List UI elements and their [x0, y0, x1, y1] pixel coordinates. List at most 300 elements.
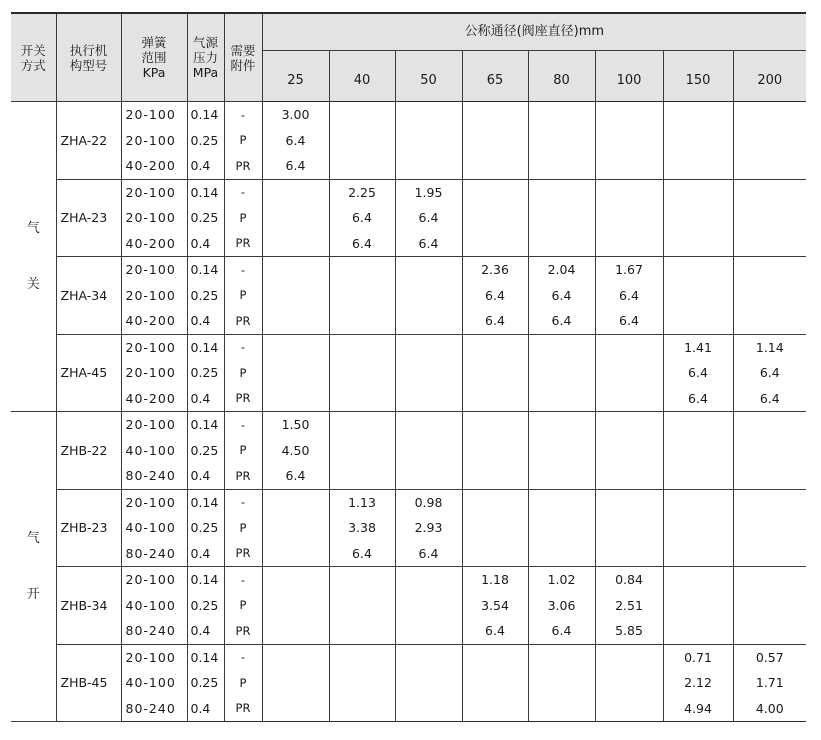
value-cell [663, 231, 733, 257]
value-cell: 6.4 [528, 618, 595, 644]
value-cell [262, 334, 329, 360]
spring-range-cell: 40-200 [121, 308, 187, 334]
accessory-cell: PR [224, 541, 262, 567]
value-cell [395, 334, 462, 360]
value-cell [462, 179, 528, 205]
value-cell [462, 463, 528, 489]
value-cell [595, 128, 663, 154]
switch-mode-cell [11, 102, 56, 412]
value-cell [462, 360, 528, 386]
value-cell [395, 463, 462, 489]
value-cell [663, 205, 733, 231]
value-cell [395, 412, 462, 438]
accessory-cell: P [224, 360, 262, 386]
value-cell [329, 386, 395, 412]
air-pressure-cell: 0.25 [187, 438, 224, 464]
value-cell [733, 618, 806, 644]
value-cell: 2.36 [462, 257, 528, 283]
accessory-cell: P [224, 438, 262, 464]
header-actuator-model [56, 13, 121, 102]
value-cell: 6.4 [262, 153, 329, 179]
value-cell: 6.4 [595, 308, 663, 334]
value-cell [395, 618, 462, 644]
accessory-cell: - [224, 102, 262, 128]
accessory-cell: P [224, 593, 262, 619]
header-accessories-line: 需要 [230, 42, 256, 58]
value-cell: 1.02 [528, 567, 595, 593]
value-cell: 1.41 [663, 334, 733, 360]
value-cell [395, 360, 462, 386]
value-cell: 1.14 [733, 334, 806, 360]
value-cell [528, 515, 595, 541]
value-cell: 6.4 [395, 231, 462, 257]
value-cell [329, 283, 395, 309]
accessory-cell: PR [224, 618, 262, 644]
actuator-model-cell: ZHB-45 [56, 644, 121, 722]
value-cell [733, 102, 806, 128]
value-cell [262, 515, 329, 541]
value-cell [595, 153, 663, 179]
value-cell [462, 334, 528, 360]
header-air-pressure-line: 气源 [192, 35, 218, 50]
air-pressure-cell: 0.14 [187, 179, 224, 205]
air-pressure-cell: 0.14 [187, 412, 224, 438]
air-pressure-cell: 0.4 [187, 308, 224, 334]
value-cell [663, 438, 733, 464]
spring-range-cell: 20-100 [121, 128, 187, 154]
value-cell [528, 360, 595, 386]
air-pressure-cell: 0.14 [187, 334, 224, 360]
value-cell [733, 412, 806, 438]
value-cell [595, 231, 663, 257]
value-cell [329, 567, 395, 593]
table-row [11, 283, 806, 309]
switch-mode-char: 开 [26, 586, 40, 602]
value-cell [663, 463, 733, 489]
spring-range-cell: 20-100 [121, 205, 187, 231]
value-cell [733, 153, 806, 179]
header-actuator-model-line: 执行机 [69, 42, 108, 58]
header-air-pressure [187, 13, 224, 102]
air-pressure-cell: 0.25 [187, 283, 224, 309]
value-cell: 6.4 [733, 386, 806, 412]
value-cell [395, 283, 462, 309]
value-cell: 3.06 [528, 593, 595, 619]
switch-mode-char: 关 [26, 276, 40, 292]
table-row [11, 567, 806, 593]
air-pressure-cell: 0.4 [187, 386, 224, 412]
air-pressure-cell: 0.25 [187, 515, 224, 541]
spring-range-cell: 20-100 [121, 644, 187, 670]
value-cell [395, 153, 462, 179]
value-cell [329, 670, 395, 696]
header-size-200: 200 [733, 51, 806, 102]
spring-range-cell: 20-100 [121, 489, 187, 515]
value-cell [595, 670, 663, 696]
accessory-cell: - [224, 644, 262, 670]
value-cell [595, 696, 663, 722]
header-size-150: 150 [663, 51, 733, 102]
header-switch-mode [11, 13, 56, 102]
accessory-cell: PR [224, 308, 262, 334]
value-cell [663, 128, 733, 154]
actuator-model-cell: ZHA-34 [56, 257, 121, 335]
value-cell [595, 179, 663, 205]
value-cell [663, 283, 733, 309]
value-cell: 6.4 [329, 231, 395, 257]
table-row [11, 334, 806, 360]
value-cell: 1.13 [329, 489, 395, 515]
value-cell [595, 102, 663, 128]
spring-range-cell: 40-100 [121, 515, 187, 541]
value-cell [395, 308, 462, 334]
value-cell: 1.50 [262, 412, 329, 438]
value-cell [528, 386, 595, 412]
value-cell [329, 153, 395, 179]
value-cell [733, 438, 806, 464]
value-cell: 2.51 [595, 593, 663, 619]
accessory-cell: P [224, 283, 262, 309]
value-cell [528, 205, 595, 231]
spring-range-cell: 40-200 [121, 153, 187, 179]
value-cell [733, 128, 806, 154]
value-cell [595, 334, 663, 360]
table-row [11, 618, 806, 644]
value-cell [663, 567, 733, 593]
value-cell [733, 463, 806, 489]
value-cell [462, 102, 528, 128]
value-cell [663, 308, 733, 334]
table-row [11, 438, 806, 464]
spring-range-cell: 40-100 [121, 670, 187, 696]
accessory-cell: - [224, 257, 262, 283]
value-cell: 4.94 [663, 696, 733, 722]
header-size-65: 65 [462, 51, 528, 102]
value-cell [262, 618, 329, 644]
air-pressure-cell: 0.4 [187, 153, 224, 179]
table-row [11, 308, 806, 334]
value-cell [395, 567, 462, 593]
spring-range-cell: 40-200 [121, 386, 187, 412]
accessory-cell: - [224, 412, 262, 438]
spring-range-cell: 20-100 [121, 257, 187, 283]
value-cell [528, 670, 595, 696]
value-cell: 4.50 [262, 438, 329, 464]
value-cell [733, 489, 806, 515]
value-cell: 6.4 [595, 283, 663, 309]
value-cell: 6.4 [329, 205, 395, 231]
accessory-cell: PR [224, 231, 262, 257]
header-switch-mode-line: 开关 [20, 42, 46, 58]
value-cell [462, 153, 528, 179]
header-nominal-diameter: 公称通径(阀座直径)mm [262, 13, 806, 51]
air-pressure-cell: 0.4 [187, 696, 224, 722]
value-cell [462, 489, 528, 515]
value-cell [733, 257, 806, 283]
spring-range-cell: 80-240 [121, 463, 187, 489]
actuator-model-cell: ZHA-23 [56, 179, 121, 257]
accessory-cell: - [224, 489, 262, 515]
value-cell [395, 102, 462, 128]
value-cell [733, 179, 806, 205]
value-cell: 0.98 [395, 489, 462, 515]
spring-range-cell: 80-240 [121, 618, 187, 644]
value-cell [663, 541, 733, 567]
switch-mode-char: 气 [26, 530, 40, 546]
value-cell [262, 696, 329, 722]
actuator-model-cell: ZHA-45 [56, 334, 121, 412]
actuator-model-cell: ZHB-22 [56, 412, 121, 490]
table-row [11, 360, 806, 386]
air-pressure-cell: 0.14 [187, 257, 224, 283]
value-cell: 0.84 [595, 567, 663, 593]
value-cell [663, 412, 733, 438]
value-cell [462, 670, 528, 696]
value-cell [595, 541, 663, 567]
value-cell [262, 360, 329, 386]
accessory-cell: PR [224, 696, 262, 722]
value-cell [329, 593, 395, 619]
value-cell: 2.12 [663, 670, 733, 696]
value-cell [528, 644, 595, 670]
header-switch-mode-line: 方式 [20, 57, 46, 73]
air-pressure-cell: 0.4 [187, 231, 224, 257]
header-actuator-model-line: 构型号 [69, 57, 108, 73]
air-pressure-cell: 0.4 [187, 618, 224, 644]
table-row [11, 644, 806, 670]
value-cell [528, 179, 595, 205]
value-cell [733, 567, 806, 593]
header-size-80: 80 [528, 51, 595, 102]
accessory-cell: P [224, 670, 262, 696]
value-cell [528, 412, 595, 438]
value-cell [462, 541, 528, 567]
air-pressure-cell: 0.25 [187, 128, 224, 154]
value-cell [329, 438, 395, 464]
spring-range-cell: 20-100 [121, 360, 187, 386]
spring-range-cell: 40-100 [121, 438, 187, 464]
value-cell [262, 670, 329, 696]
value-cell: 1.67 [595, 257, 663, 283]
value-cell: 6.4 [329, 541, 395, 567]
value-cell [733, 231, 806, 257]
value-cell [395, 670, 462, 696]
accessory-cell: PR [224, 463, 262, 489]
value-cell [663, 179, 733, 205]
spring-range-cell: 40-100 [121, 593, 187, 619]
value-cell: 1.71 [733, 670, 806, 696]
spring-range-cell: 20-100 [121, 412, 187, 438]
value-cell [462, 386, 528, 412]
value-cell: 1.95 [395, 179, 462, 205]
value-cell [528, 541, 595, 567]
value-cell [663, 153, 733, 179]
value-cell: 6.4 [663, 386, 733, 412]
spring-range-cell: 20-100 [121, 334, 187, 360]
table-row [11, 128, 806, 154]
value-cell [733, 205, 806, 231]
table-row [11, 489, 806, 515]
air-pressure-cell: 0.25 [187, 593, 224, 619]
spring-range-cell: 80-240 [121, 696, 187, 722]
air-pressure-cell: 0.25 [187, 670, 224, 696]
value-cell [595, 515, 663, 541]
value-cell [462, 644, 528, 670]
table-row [11, 463, 806, 489]
value-cell [395, 438, 462, 464]
value-cell [329, 644, 395, 670]
value-cell: 6.4 [462, 308, 528, 334]
spring-range-cell: 20-100 [121, 567, 187, 593]
value-cell [395, 593, 462, 619]
value-cell [595, 438, 663, 464]
value-cell [395, 128, 462, 154]
value-cell [528, 463, 595, 489]
value-cell [262, 179, 329, 205]
spring-range-cell: 20-100 [121, 179, 187, 205]
header-air-pressure-line: MPa [192, 65, 219, 80]
value-cell [329, 696, 395, 722]
switch-mode-char: 气 [26, 220, 40, 236]
accessory-cell: - [224, 334, 262, 360]
value-cell [528, 128, 595, 154]
table-row [11, 231, 806, 257]
header-air-pressure-line: 压力 [192, 50, 218, 65]
value-cell [262, 257, 329, 283]
value-cell: 6.4 [262, 128, 329, 154]
table-row [11, 386, 806, 412]
value-cell [462, 128, 528, 154]
value-cell [329, 308, 395, 334]
value-cell: 6.4 [733, 360, 806, 386]
value-cell [733, 308, 806, 334]
value-cell [595, 644, 663, 670]
value-cell [262, 567, 329, 593]
value-cell [462, 438, 528, 464]
value-cell: 6.4 [395, 541, 462, 567]
value-cell [329, 334, 395, 360]
value-cell: 6.4 [663, 360, 733, 386]
value-cell [329, 360, 395, 386]
value-cell [462, 696, 528, 722]
value-cell [663, 102, 733, 128]
value-cell: 4.00 [733, 696, 806, 722]
value-cell: 0.57 [733, 644, 806, 670]
value-cell [262, 489, 329, 515]
switch-mode-cell [11, 412, 56, 722]
table-row [11, 515, 806, 541]
value-cell [329, 102, 395, 128]
value-cell [528, 231, 595, 257]
spring-range-cell: 20-100 [121, 102, 187, 128]
header-accessories-line: 附件 [230, 57, 256, 73]
actuator-model-cell: ZHB-34 [56, 567, 121, 645]
value-cell: 3.54 [462, 593, 528, 619]
value-cell [395, 696, 462, 722]
table-row [11, 696, 806, 722]
value-cell [528, 102, 595, 128]
value-cell [395, 386, 462, 412]
header-size-40: 40 [329, 51, 395, 102]
value-cell: 1.18 [462, 567, 528, 593]
value-cell [462, 205, 528, 231]
table-row [11, 102, 806, 128]
value-cell [595, 412, 663, 438]
table-row [11, 153, 806, 179]
air-pressure-cell: 0.4 [187, 541, 224, 567]
accessory-cell: - [224, 567, 262, 593]
value-cell [395, 644, 462, 670]
value-cell: 6.4 [395, 205, 462, 231]
value-cell [329, 463, 395, 489]
value-cell [262, 205, 329, 231]
air-pressure-cell: 0.14 [187, 644, 224, 670]
table-row [11, 670, 806, 696]
value-cell [462, 412, 528, 438]
header-spring-range-line: KPa [142, 65, 166, 80]
value-cell [395, 257, 462, 283]
value-cell [262, 644, 329, 670]
value-cell [733, 593, 806, 619]
air-pressure-cell: 0.14 [187, 567, 224, 593]
value-cell [262, 541, 329, 567]
header-size-100: 100 [595, 51, 663, 102]
value-cell: 6.4 [528, 283, 595, 309]
value-cell [262, 593, 329, 619]
table-row [11, 205, 806, 231]
table-row [11, 412, 806, 438]
value-cell [528, 153, 595, 179]
value-cell [733, 541, 806, 567]
accessory-cell: P [224, 205, 262, 231]
header-size-50: 50 [395, 51, 462, 102]
value-cell [595, 360, 663, 386]
actuator-model-cell: ZHA-22 [56, 102, 121, 180]
header-spring-range-line: 范围 [141, 50, 167, 65]
value-cell [329, 128, 395, 154]
value-cell [262, 231, 329, 257]
value-cell: 3.38 [329, 515, 395, 541]
value-cell [663, 618, 733, 644]
value-cell [595, 489, 663, 515]
value-cell [528, 438, 595, 464]
value-cell: 2.04 [528, 257, 595, 283]
air-pressure-cell: 0.25 [187, 205, 224, 231]
value-cell [663, 593, 733, 619]
value-cell [262, 283, 329, 309]
value-cell [733, 515, 806, 541]
value-cell [462, 231, 528, 257]
value-cell: 0.71 [663, 644, 733, 670]
accessory-cell: PR [224, 386, 262, 412]
accessory-cell: - [224, 179, 262, 205]
value-cell [329, 618, 395, 644]
table-row [11, 257, 806, 283]
value-cell: 6.4 [462, 618, 528, 644]
value-cell [329, 412, 395, 438]
value-cell [663, 515, 733, 541]
accessory-cell: P [224, 515, 262, 541]
value-cell [733, 283, 806, 309]
header-accessories [224, 13, 262, 102]
air-pressure-cell: 0.4 [187, 463, 224, 489]
value-cell [329, 257, 395, 283]
spring-range-cell: 80-240 [121, 541, 187, 567]
value-cell: 6.4 [262, 463, 329, 489]
accessory-cell: P [224, 128, 262, 154]
header-size-25: 25 [262, 51, 329, 102]
header-spring-range [121, 13, 187, 102]
